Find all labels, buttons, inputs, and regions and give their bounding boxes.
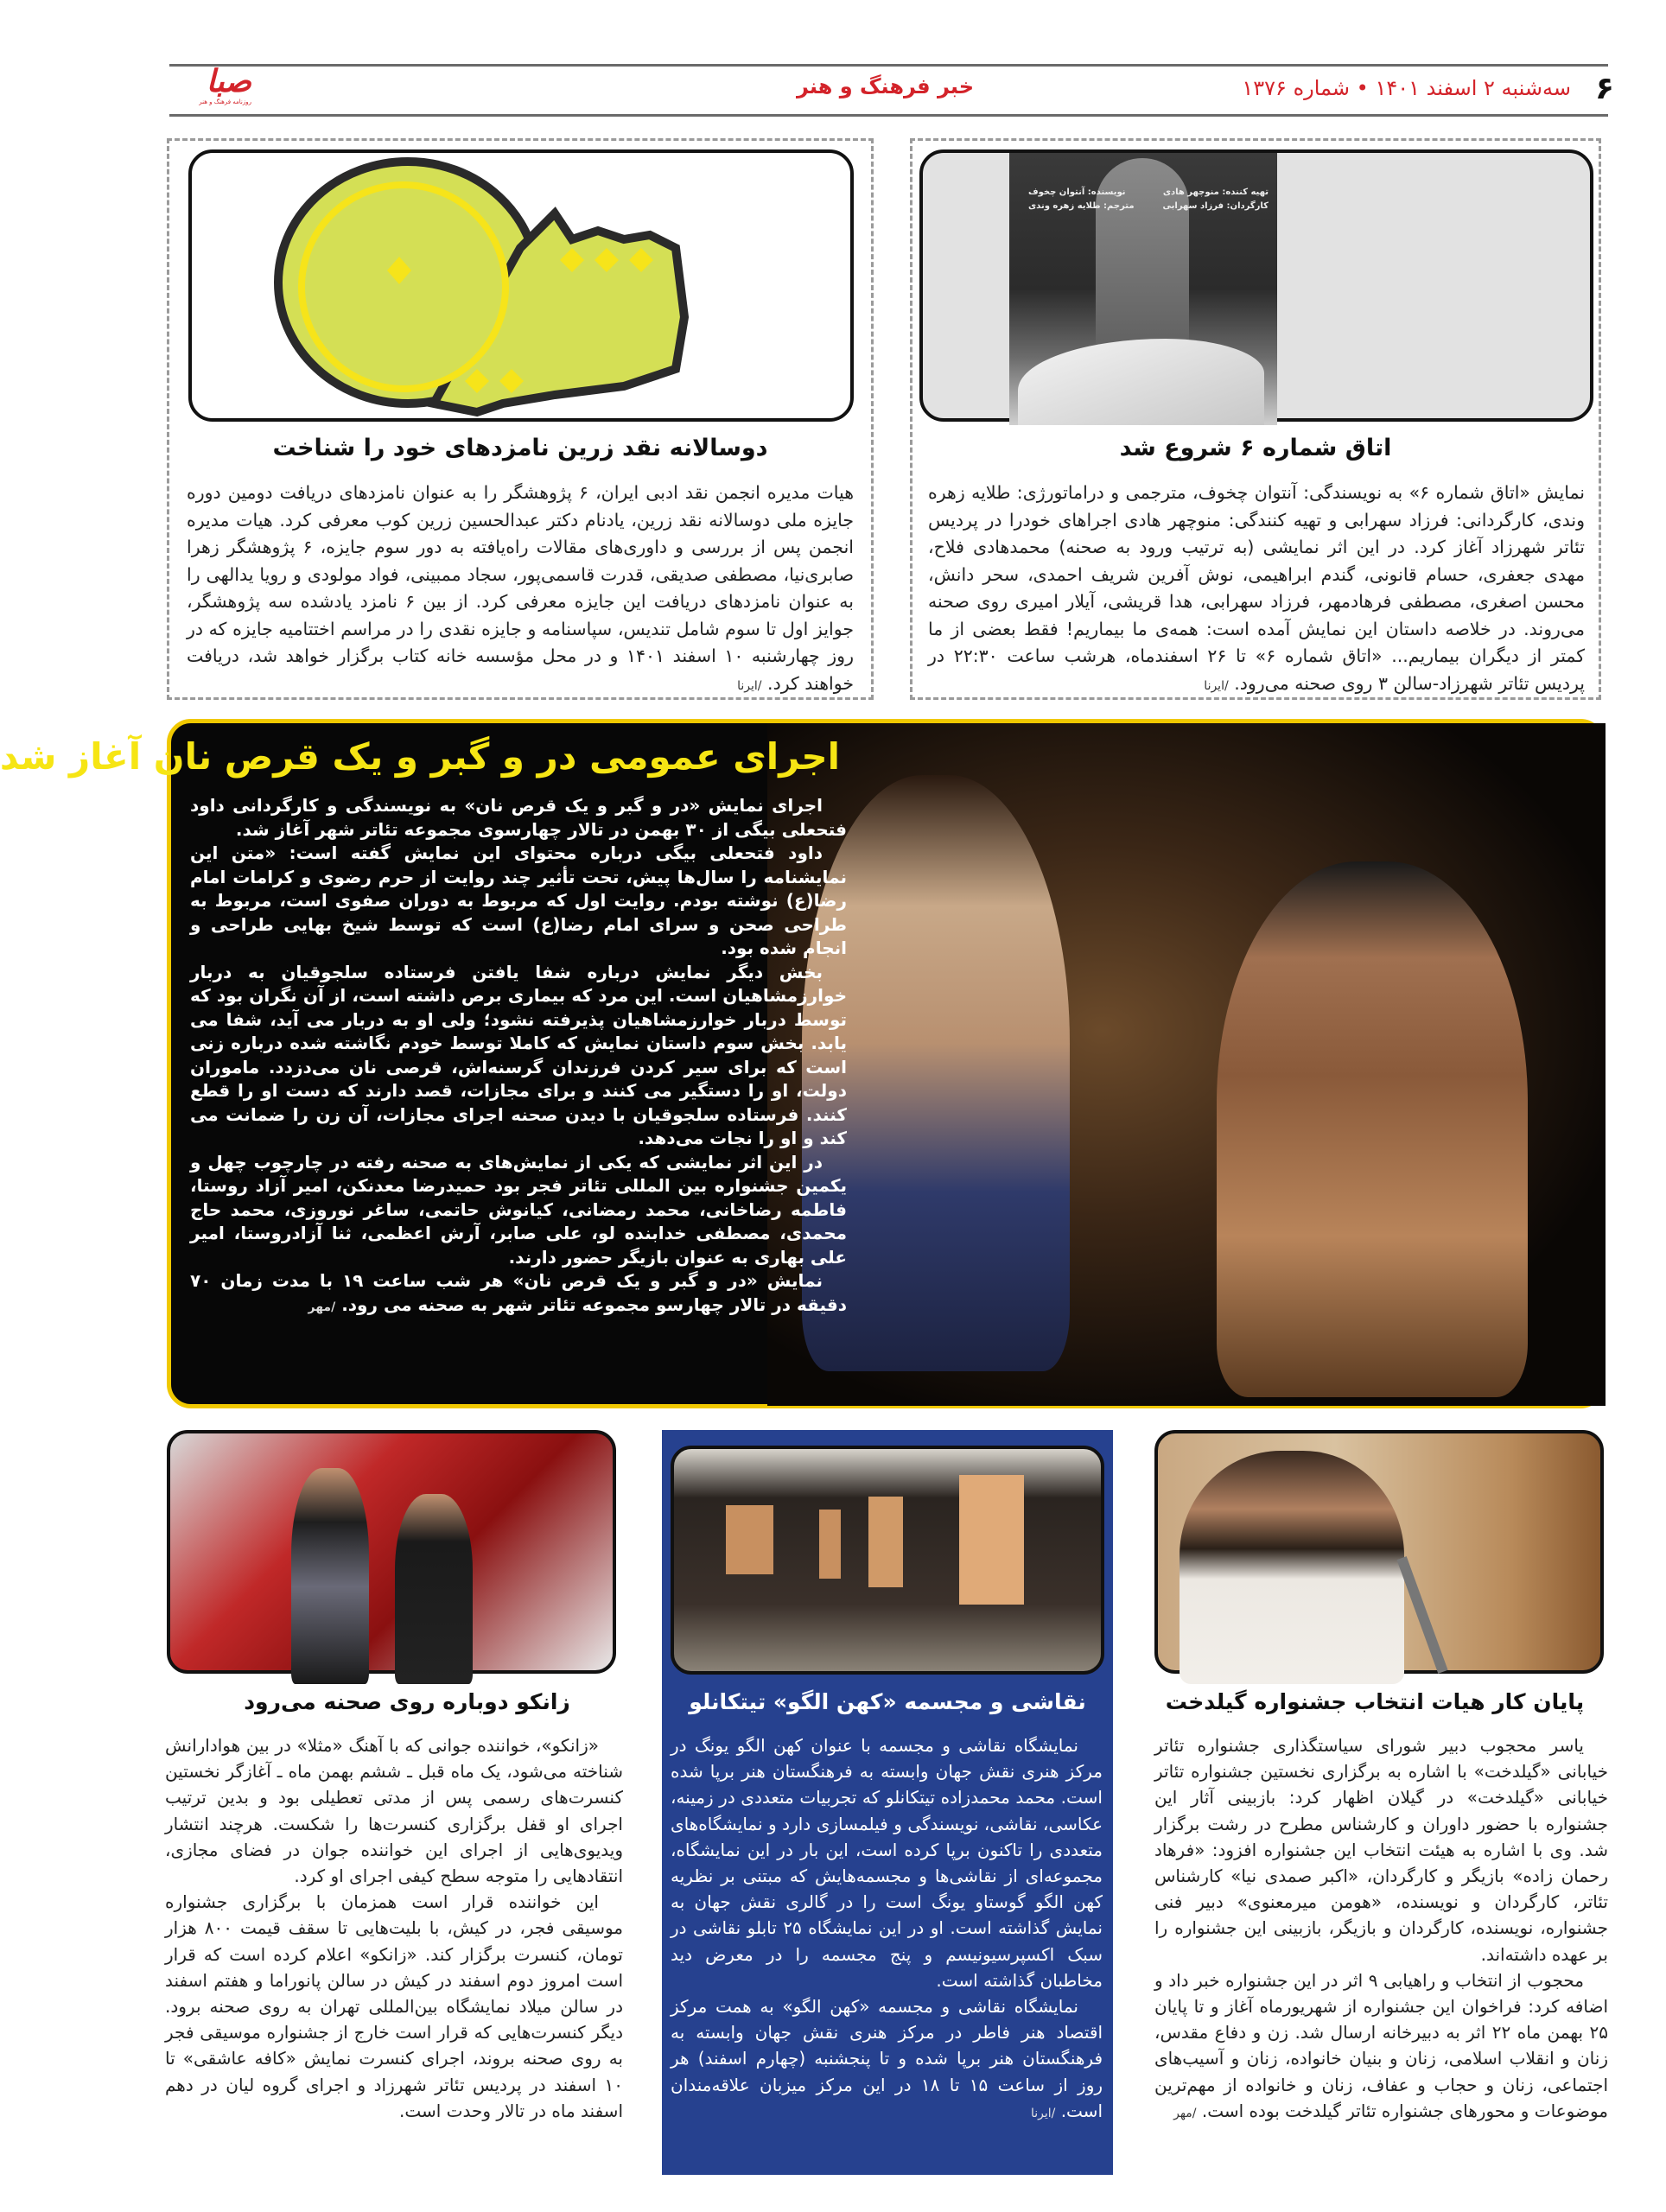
geeldokht-body [1154, 1732, 1608, 2126]
logo-text: صبا [206, 64, 251, 99]
geeldokht-headline: پایان کار هیات انتخاب جشنواره گیلدخت [1165, 1689, 1585, 1714]
source-credit: /ایرنا [737, 678, 762, 693]
article-room6 [910, 138, 1601, 700]
singer-figure [291, 1468, 369, 1684]
room6-headline: اتاق شماره ۶ شروع شد [1119, 435, 1392, 461]
newspaper-logo[interactable] [169, 66, 251, 109]
painting [868, 1497, 903, 1587]
naqd-zarrin-body-text: هیات مدیره انجمن نقد ادبی ایران، ۶ پژوهشگر را به عنوان نامزدهای دریافت دومین دوره جایزه ملی دوسالانه نقد زرین، یادنام دکتر عبدالحسین زرین کوب معرفی کرد. هیات مدیره انجمن پس از بررسی و داوری‌های مقالات راه‌یافته به دور سوم جایزه، ۶ پژوهشگر زهرا صابری‌نیا، مصطفی صدیقی، قدرت قاسمی‌پور، سجاد ممبینی، فواد مولودی و رویا یدالهی را به عنوان نامزدهای دریافت این جایزه معرفی کرد. از بین ۶ نامزد یادشده سه پژوهشگر، جوایز اول تا سوم شامل تندیس، سپاسنامه و جایزه نقدی را در مراسم اختتامیه جایزه که در روز چهارشنبه ۱۰ اسفند ۱۴۰۱ و در محل مؤسسه خانه کتاب برگزار خواهد شد، دریافت خواهند کرد. [187, 482, 855, 694]
poster-credit: مترجم: طلایه زهره وندی [1028, 201, 1135, 211]
poster-credit: کارگردان: فرزاد سهرابی [1162, 201, 1269, 211]
speaker-figure [1180, 1451, 1404, 1684]
painting [726, 1505, 773, 1574]
room6-poster [919, 149, 1593, 422]
poster-credit: نویسنده: آنتوان چخوف [1028, 188, 1126, 197]
feature-article [0, 719, 1605, 1408]
zanko-body [165, 1732, 623, 2124]
source-credit: /مهر [308, 1300, 336, 1314]
kohan-olgoo-column [662, 1430, 1113, 2175]
issue-date: سه‌شنبه ۲ اسفند ۱۴۰۱ • شماره ۱۳۷۶ [1242, 76, 1571, 100]
poster-credit: تهیه کننده: منوچهر هادی [1162, 188, 1269, 197]
geeldokht-paragraph [1154, 1967, 1608, 2126]
source-credit: /ایرنا [1030, 2106, 1056, 2120]
page-number: ۶ [1595, 71, 1614, 106]
feature-paragraph [190, 1269, 847, 1319]
kohan-olgoo-body [671, 1732, 1103, 2126]
article-naqd-zarrin [167, 138, 874, 700]
header-top-rule [169, 64, 1608, 67]
zanko-photo [167, 1430, 616, 1674]
actor-right [1217, 861, 1528, 1397]
feature-paragraph: بخش دیگر نمایش درباره شفا یافتن فرستاده سلجوقیان به دربار خوارزمشاهیان است. این مرد که بیماری برص داشته است، از آن نگران بود که توسط دربار خوارزمشاهیان پذیرفته نشود؛ ولی او به دربار می آید، شفا می یابد. بخش سوم داستان نمایش که کاملا توسط خودم نگاشته شده درباره زنی است که برای سیر کردن فرزندان گرسنه‌اش، قرصی نان می‌دزدد. ماموران دولت، او را دستگیر می کنند و برای مجازات، قصد دارند که دست او را قطع کنند. فرستاده سلجوقیان با دیدن صحنه اجرای مجازات، آن زن را ضمانت می کند و او را نجات می‌دهد. [190, 961, 847, 1148]
gallery-photo [671, 1446, 1104, 1675]
feature-body [190, 794, 847, 1319]
zanko-paragraph: «زانکو»، خواننده جوانی که با آهنگ «مثلا» در بین هوادارانش شناخته می‌شود، یک ماه قبل ـ ششم بهمن ماه ـ آغازگر نخستین کنسرت‌های رسمی پس از مدتی تعطیلی بود و بدین ترتیب اجرای او قفل برگزاری کنسرت‌ها را شکست. هرچند انتشار ویدیوی‌هایی از اجرای این خواننده جوان در فضای مجازی، انتقادهایی را متوجه سطح کیفی اجرای او کرد. [165, 1735, 623, 1887]
geeldokht-paragraph-text: محجوب از انتخاب و راهیابی ۹ اثر در این جشنواره خبر داد و اضافه کرد: فراخوان این جشنواره از شهریورماه آغاز و تا پایان ۲۵ بهمن ماه ۲۲ اثر به دبیرخانه ارسال شد. زن و دفاع مقدس، زنان و انقلاب اسلامی، زنان و بنیان خانواده، زنان و آسیب‌های اجتماعی، زنان و حجاب و عفاف، زنان و خانواده از مهم‌ترین موضوعات و محورهای جشنواره تئاتر گیلدخت بوده است. [1154, 1969, 1609, 2121]
feature-headline: اجرای عمومی در و گبر و یک قرص نان آغاز شد [0, 735, 840, 778]
feature-closing: نمایش «در و گبر و یک قرص نان» هر شب ساعت ۱۹ با مدت زمان ۷۰ دقیقه در تالار چهارسو مجموعه تئاتر شهر به صحنه می رود. [190, 1270, 847, 1315]
naqd-zarrin-logo [192, 153, 857, 425]
geeldokht-paragraph: یاسر محجوب دبیر شورای سیاستگذاری جشنواره تئاتر خیابانی «گیلدخت» با اشاره به برگزاری نخستین جشنواره تئاتر خیابانی «گیلدخت» در گیلان اظهار کرد: بازبینی آثار این جشنواره با حضور داوران و کارشناس مطرح در رشت برگزار شد. وی با اشاره به هیئت انتخاب این جشنواره افزود: «فرهاد رحمان زاده» بازیگر و کارگردان، «اکبر صمدی نیا» کارشناس تئاتر، کارگردان و نویسنده، «هومن میرمعنوی» دبیر فنی جشنواره، نویسنده، کارگردان و بازیگر، بازبینی این جشنواره را بر عهده داشته‌اند. [1154, 1735, 1608, 1965]
feature-paragraph: داود فتحعلی بیگی درباره محتوای این نمایش گفته است: «متن این نمایشنامه را سال‌ها پیش، تحت تأثیر چند روایت از حرم رضوی و کرامات امام رضا(ع) نوشته بودم. روایت اول که مربوط به دوران صفوی است، مربوط به طراحی صحن و سرای امام رضا(ع) است که توسط شیخ بهایی طراحی و انجام شده بود. [190, 842, 847, 958]
poster-image [1009, 153, 1277, 425]
kohan-olgoo-headline: نقاشی و مجسمه «کهن الگو» تیتکانلو [689, 1689, 1086, 1714]
kohan-olgoo-paragraph: نمایشگاه نقاشی و مجسمه با عنوان کهن الگو یونگ در مرکز هنری نقش جهان وابسته به فرهنگستان هنر برپا شده است. محمد محمدزاده تیتکانلو که تجربیات متعددی در زمینه، عکاسی، نقاشی، نویسندگی و فیلمسازی دارد و نمایشگاه‌های متعددی را تاکنون برپا کرده است، این بار در این نمایشگاه، مجموعه‌ای از نقاشی‌ها و مجسمه‌هایش که مبتنی بر نظریه کهن الگو گوستاو یونگ است را در گالری نقش جهان به نمایش گذاشته است. او در این نمایشگاه ۲۵ تابلو نقاشی در سبک اکسپرسیونیسم و پنج مجسمه را در معرض دید مخاطبان گذاشته است. [671, 1735, 1103, 1991]
section-title: خبر فرهنگ و هنر [796, 74, 975, 99]
kohan-olgoo-paragraph [671, 1993, 1103, 2126]
room6-body [928, 480, 1585, 700]
logo-tagline: روزنامه فرهنگ و هنر [199, 99, 251, 105]
naqd-zarrin-headline: دوسالانه نقد زرین نامزدهای خود را شناخت [272, 435, 768, 461]
geeldokht-photo [1154, 1430, 1604, 1674]
naqd-zarrin-body [187, 480, 854, 700]
zanko-headline: زانکو دوباره روی صحنه می‌رود [244, 1689, 570, 1714]
microphone [1396, 1556, 1447, 1674]
header-bottom-rule [169, 114, 1608, 117]
source-credit: /مهر [1173, 2106, 1197, 2120]
feature-paragraph: اجرای نمایش «در و گبر و یک قرص نان» به نویسندگی و کارگردانی داود فتحعلی بیگی از ۳۰ بهمن در تالار چهارسوی مجموعه تئاتر شهر آغاز شد. [190, 795, 847, 840]
feature-photo [767, 723, 1606, 1406]
painting [819, 1510, 841, 1579]
painting [959, 1475, 1024, 1605]
poster-wing [1018, 339, 1264, 425]
source-credit: /ایرنا [1204, 678, 1229, 693]
zanko-paragraph: این خواننده قرار است همزمان با برگزاری جشنواره موسیقی فجر، در کیش، با بلیت‌هایی تا سقف قیمت ۸۰۰ هزار تومان، کنسرت برگزار کند. «زانکو» اعلام کرده است که قرار است امروز دوم اسفند در کیش در سالن پانوراما و هفتم اسفند در سالن میلاد نمایشگاه بین‌المللی تهران به روی صحنه برود. دیگر کنسرت‌هایی که قرار است خارج از جشنواره موسیقی فجر به روی صحنه بروند، اجرای کنسرت نمایش «کافه عاشقی» تا ۱۰ اسفند در پردیس تئاتر شهرزاد و اجرای گروه لیان در دهم اسفند ماه در تالار وحدت است. [165, 1891, 624, 2121]
drummer-figure [395, 1494, 473, 1684]
feature-paragraph: در این اثر نمایشی که یکی از نمایش‌های به صحنه رفته در چارچوب چهل و یکمین جشنواره بین المللی تئاتر فجر بود حمیدرضا معدنکن، امیر آزاد روستا، فاطمه رضاخانی، محمد رمضانی، کیانوش حاتمی، ساغر نوروزی، محمد حاج محمدی، مصطفی خدابنده لو، علی صابر، آرش اعظمی، ثنا آزادروستا، امیر علی بهاری به عنوان بازیگر حضور دارند. [190, 1151, 847, 1268]
room6-body-text: نمایش «اتاق شماره ۶» به نویسندگی: آنتوان چخوف، مترجمی و دراماتورژی: طلایه زهره وندی، کارگردانی: فرزاد سهرابی و تهیه کنندگی: منوچهر هادی اجراهای خودرا در پردیس تئاتر شهرزاد آغاز کرد. در این اثر نمایشی (به ترتیب ورود به صحنه) محمدهادی فلاح، مهدی جعفری، حسام قانونی، گندم ابراهیمی، نوش آفرین شریف احمدی، سحر دانش، محسن اصغری، مصطفی فرهادمهر، فرزاد سهرابی، هدا قریشی، آیلار امیری روی صحنه می‌روند. در خلاصه داستان این نمایش آمده است: همه‌ی ما بیماریم! فقط بعضی از ما کمتر از دیگران بیماریم... «اتاق شماره ۶» تا ۲۶ اسفندماه، هرشب ساعت ۲۲:۳۰ در پردیس تئاتر شهرزاد-سالن ۳ روی صحنه می‌رود. [928, 482, 1585, 694]
kohan-olgoo-paragraph-text: نمایشگاه نقاشی و مجسمه «کهن الگو» به همت مرکز اقتصاد هنر فاطر در مرکز هنری نقش جهان وابسته به فرهنگستان هنر برپا شده و تا پنجشنبه (چهارم اسفند) هر روز از ساعت ۱۵ تا ۱۸ در این مرکز میزبان علاقه‌مندان است. [671, 1996, 1103, 2121]
naqd-zarrin-logo-frame [188, 149, 854, 422]
